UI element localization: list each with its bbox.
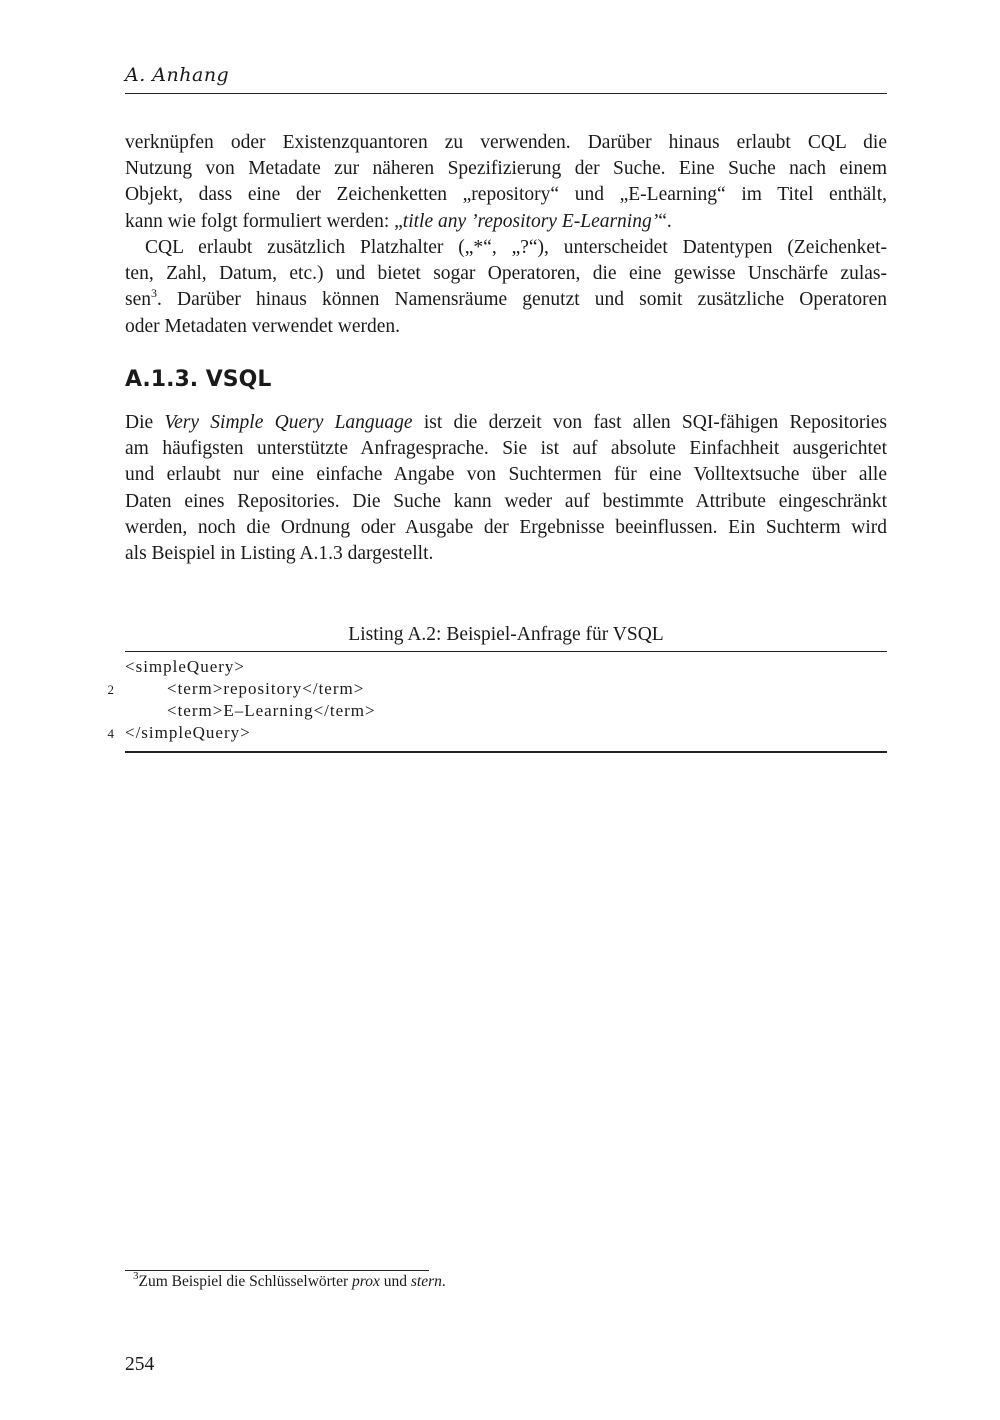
text-fragment: kann wie folgt formuliert werden: „ <box>125 210 403 232</box>
listing-top-rule <box>125 651 887 652</box>
text-line: werden, noch die Ordnung oder Ausgabe der Ergebnisse beeinflussen. Ein Suchterm wird <box>125 516 887 538</box>
text-line: verknüpfen oder Existenzquantoren zu verwenden. Darüber hinaus erlaubt CQL die <box>125 132 887 153</box>
text-fragment: ist die derzeit von fast allen SQI-fähigen Repositories <box>412 412 888 433</box>
text-line: oder Metadaten verwendet werden. <box>125 315 401 337</box>
keyword: prox <box>352 1273 380 1290</box>
footnote <box>133 1269 446 1291</box>
text-line <box>125 287 887 313</box>
text-line: Nutzung von Metadate zur näheren Spezifizierung der Suche. Eine Suche nach einem <box>125 158 887 180</box>
section-heading: A.1.3. VSQL <box>125 367 272 392</box>
text-line: als Beispiel in Listing A.1.3 dargestellt. <box>125 543 434 565</box>
text-fragment: Die <box>125 412 165 433</box>
text-line: und erlaubt nur eine einfache Angabe von Suchtermen für eine Volltextsuche über alle <box>125 464 887 486</box>
footnote-reference: 3 <box>151 285 157 300</box>
cql-paragraph <box>125 235 887 340</box>
text-fragment: . <box>441 1273 446 1290</box>
keyword: stern <box>410 1273 442 1290</box>
text-line: CQL erlaubt zusätzlich Platzhalter („*“, „?“), unterscheidet Datentypen (Zeichenket- <box>145 237 887 258</box>
text-line: ten, Zahl, Datum, etc.) und bietet sogar Operatoren, die eine gewisse Unschärfe zulas- <box>125 263 887 285</box>
page-number: 254 <box>125 1354 155 1375</box>
footnote-rule <box>125 1270 429 1271</box>
text-line: Objekt, dass eine der Zeichenketten „repository“ und „E-Learning“ im Titel enthält, <box>125 184 887 206</box>
code-line: <simpleQuery> <box>125 657 245 676</box>
line-number: 2 <box>107 682 114 697</box>
text-fragment: und <box>379 1273 411 1290</box>
language-name: Very Simple Query Language <box>164 412 413 433</box>
listing-caption: Listing A.2: Beispiel-Anfrage für VSQL <box>348 624 664 645</box>
text-fragment: Zum Beispiel die Schlüsselwörter <box>138 1273 353 1290</box>
text-line <box>125 410 887 436</box>
text-fragment: . Darüber hinaus können Namensräume genutzt und somit zusätzliche Operatoren <box>157 289 887 311</box>
intro-paragraph <box>125 130 887 235</box>
footnote-mark: 3 <box>133 1269 139 1282</box>
code-line: <term>E–Learning</term> <box>125 701 376 720</box>
query-example: title any ’repository E-Learning’ <box>402 210 659 232</box>
text-fragment: “. <box>658 210 672 232</box>
text-line: am häufigsten unterstützte Anfragesprache. Sie ist auf absolute Einfachheit ausgerichtet <box>125 438 887 460</box>
listing-bottom-rule <box>125 751 887 753</box>
text-fragment: sen <box>125 289 151 311</box>
running-head: A. Anhang <box>125 64 230 86</box>
text-line <box>125 209 887 235</box>
text-line: Daten eines Repositories. Die Suche kann weder auf bestimmte Attribute eingeschränkt <box>125 490 887 512</box>
header-rule <box>125 93 887 94</box>
code-line: <term>repository</term> <box>125 679 365 698</box>
vsql-paragraph <box>125 410 887 567</box>
line-number: 4 <box>107 726 114 741</box>
code-line: </simpleQuery> <box>125 723 251 742</box>
